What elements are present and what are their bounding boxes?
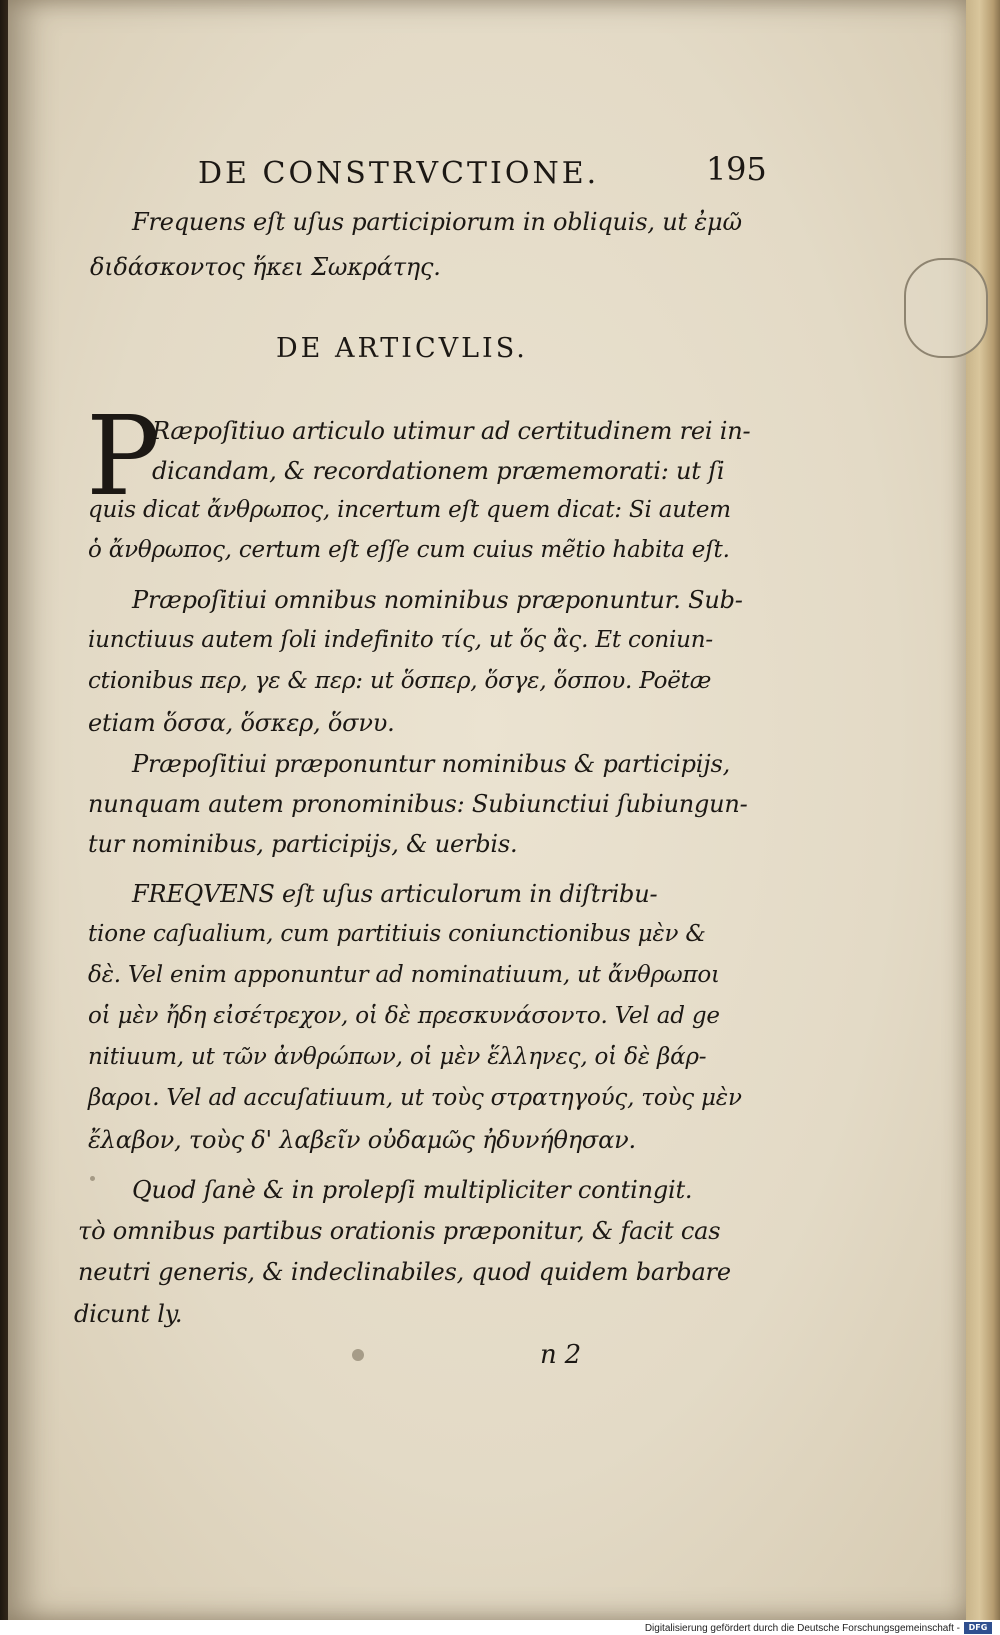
- text-line: neutri generis, & indeclinabiles, quod quidem barbare: [78, 1258, 731, 1286]
- text-line: FREQVENS eſt uſus articulorum in diſtribu-: [132, 880, 658, 908]
- text-line: βαροι. Vel ad accuſatiuum, ut τοὺς στρατηγούς, τοὺς μὲν: [88, 1085, 742, 1111]
- page-number: 195: [706, 150, 767, 188]
- signature-mark: n 2: [540, 1340, 581, 1370]
- text-line: ἔλαβον, τοὺς δ' λαβεῖν οὐδαμῶς ἠδυνήθησαν.: [88, 1126, 636, 1154]
- footer-strip: [0, 1620, 1000, 1635]
- text-line: quis dicat ἄνθρωπος, incertum eſt quem dicat: Si autem: [88, 497, 731, 523]
- digitization-credit: Digitalisierung gefördert durch die Deutsche Forschungsgemeinschaft -: [644, 1623, 960, 1634]
- running-head: DE CONSTRVCTIONE.: [198, 156, 600, 191]
- text-line: nitiuum, ut τῶν ἀνθρώπων, οἱ μὲν ἕλληνες, οἱ δὲ βάρ-: [88, 1044, 707, 1070]
- text-line: ὁ ἄνθρωπος, certum eſt eſſe cum cuius mẽtio habita eſt.: [88, 537, 730, 563]
- text-line: δὲ. Vel enim apponuntur ad nominatiuum, ut ἄνθρωποι: [88, 962, 720, 988]
- book-cover-edge: [966, 0, 1000, 1635]
- text-line: Ræpoſitiuo articulo utimur ad certitudinem rei in-: [152, 417, 751, 445]
- drop-cap-initial: P: [86, 392, 161, 520]
- text-line: Præpoſitiui præponuntur nominibus & participijs,: [132, 750, 731, 778]
- section-title: DE ARTICVLIS.: [276, 333, 528, 364]
- text-line: iunctiuus autem ſoli indefinito τίς, ut ὅς ἂς. Et coniun-: [88, 627, 713, 653]
- text-line: tione caſualium, cum partitiuis coniunctionibus μὲν &: [88, 921, 706, 947]
- paper-spot: [352, 1349, 364, 1361]
- paper-spot: [90, 1176, 95, 1181]
- text-line: διδάσκοντος ἥκει Σωκράτης.: [90, 253, 441, 281]
- text-line: Frequens eſt uſus participiorum in obliquis, ut ἐμῶ: [132, 208, 742, 236]
- text-line: τὸ omnibus partibus orationis præponitur, & facit cas: [78, 1217, 721, 1245]
- text-line: tur nominibus, participijs, & uerbis.: [88, 830, 518, 858]
- text-line: dicunt ly.: [74, 1300, 183, 1328]
- text-line: οἱ μὲν ἤδη εἰσέτρεχον, οἱ δὲ πρεσκυνάσοντο. Vel ad ge: [88, 1003, 720, 1029]
- text-line: Præpoſitiui omnibus nominibus præponuntur. Sub-: [132, 586, 743, 614]
- text-line: dicandam, & recordationem præmemorati: ut ſi: [152, 457, 725, 485]
- text-line: ctionibus περ, γε & περ: ut ὅσπερ, ὅσγε, ὅσπου. Poëtæ: [88, 668, 712, 694]
- text-line: nunquam autem pronominibus: Subiunctiui ſubiungun-: [88, 790, 748, 818]
- text-line: Quod ſanè & in prolepſi multipliciter contingit.: [132, 1176, 693, 1204]
- text-line: etiam ὅσσα, ὅσκερ, ὅσνυ.: [88, 709, 395, 737]
- dfg-logo: DFG: [964, 1622, 992, 1634]
